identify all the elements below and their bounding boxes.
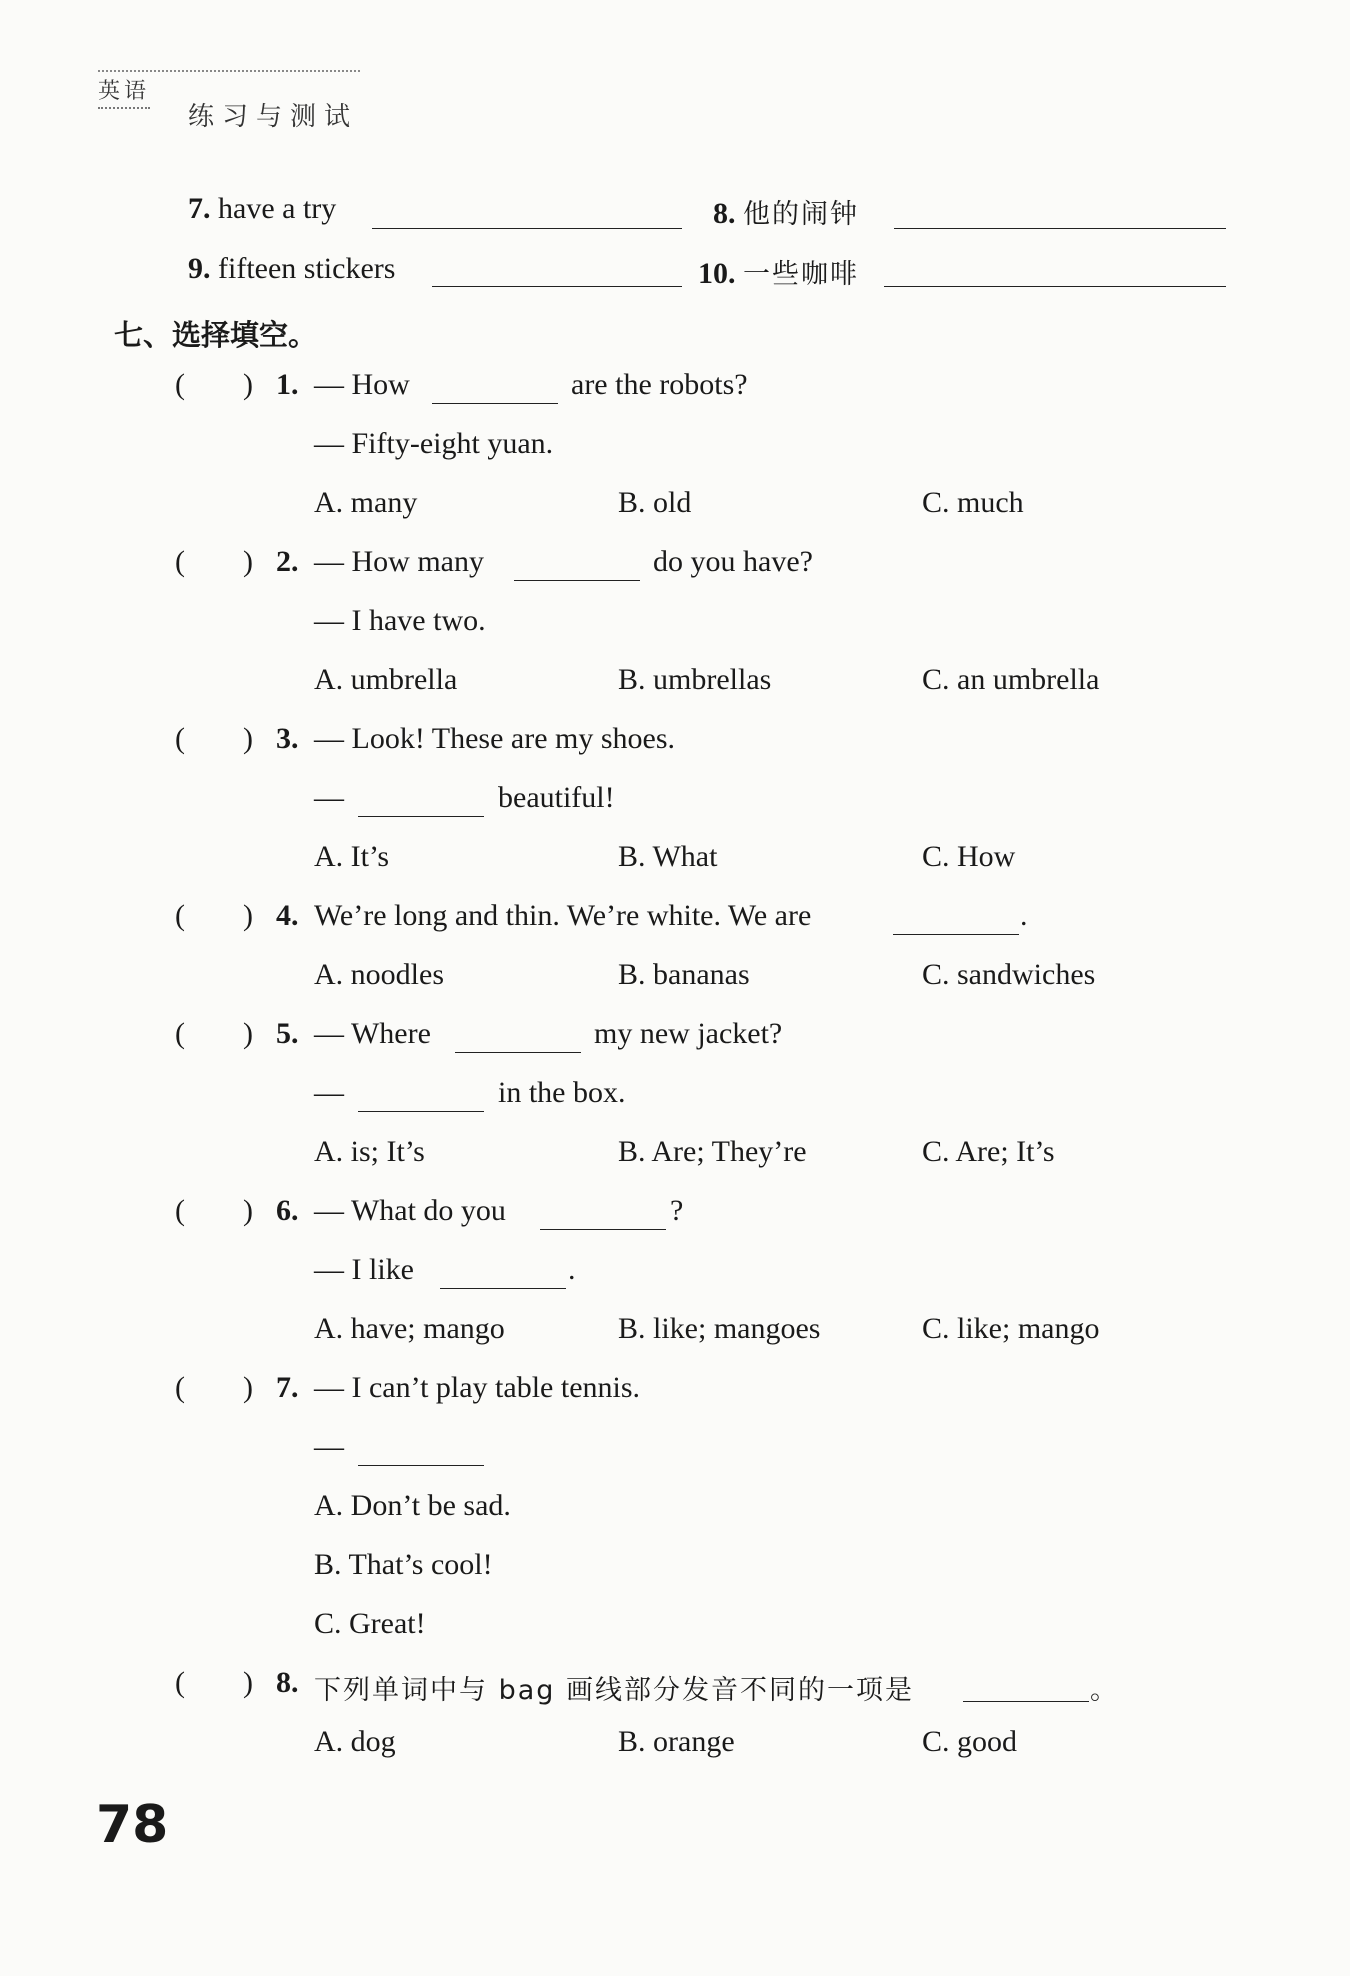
answer-blank[interactable] (893, 934, 1019, 935)
question-text: — I can’t play table tennis. (314, 1371, 641, 1404)
question-text: do you have? (653, 545, 813, 578)
answer-blank[interactable] (894, 228, 1226, 229)
translation-item-8 (713, 192, 859, 231)
section-title: 七、选择填空。 (114, 318, 318, 352)
answer-blank[interactable] (514, 580, 640, 581)
answer-paren-close: ) (243, 1666, 253, 1699)
option-a[interactable]: A. many (314, 486, 418, 519)
response-text: . (568, 1253, 576, 1286)
option-b[interactable]: B. What (618, 840, 718, 873)
option-c[interactable]: C. How (922, 840, 1016, 873)
question-text: are the robots? (571, 368, 748, 401)
question-text: — What do you (314, 1194, 506, 1227)
item-text: 他的闹钟 (743, 199, 859, 230)
question-number: 8. (276, 1666, 299, 1699)
answer-paren-open[interactable]: ( (175, 1017, 185, 1050)
translation-item-9 (188, 252, 395, 286)
answer-paren-close: ) (243, 368, 253, 401)
response-text: — I like (314, 1253, 414, 1286)
question-number: 1. (276, 368, 299, 401)
response-dash: — (314, 1076, 344, 1109)
header-dotted-rule (98, 70, 360, 72)
answer-blank[interactable] (540, 1229, 666, 1230)
answer-blank[interactable] (372, 228, 682, 229)
option-b[interactable]: B. That’s cool! (314, 1548, 493, 1581)
option-c[interactable]: C. an umbrella (922, 663, 1100, 696)
answer-paren-close: ) (243, 1194, 253, 1227)
question-number: 2. (276, 545, 299, 578)
answer-blank[interactable] (963, 1701, 1089, 1702)
response-dash: — (314, 1430, 344, 1463)
answer-paren-open[interactable]: ( (175, 1371, 185, 1404)
item-number: 7. (188, 192, 211, 225)
question-text: We’re long and thin. We’re white. We are (314, 899, 812, 932)
option-a[interactable]: A. is; It’s (314, 1135, 425, 1168)
option-a[interactable]: A. umbrella (314, 663, 458, 696)
answer-paren-open[interactable]: ( (175, 368, 185, 401)
item-number: 10. (698, 257, 736, 290)
question-text: — Look! These are my shoes. (314, 722, 676, 755)
question-text: 。 (1090, 1675, 1119, 1706)
answer-blank[interactable] (432, 403, 558, 404)
answer-paren-open[interactable]: ( (175, 722, 185, 755)
page-number: 78 (96, 1795, 169, 1855)
answer-blank[interactable] (358, 1111, 484, 1112)
option-a[interactable]: A. noodles (314, 958, 444, 991)
option-b[interactable]: B. old (618, 486, 692, 519)
header-title: 练习与测试 (188, 102, 359, 132)
question-text: my new jacket? (594, 1017, 783, 1050)
question-text: — Where (314, 1017, 431, 1050)
option-b[interactable]: B. like; mangoes (618, 1312, 821, 1345)
option-a[interactable]: A. It’s (314, 840, 389, 873)
answer-blank[interactable] (440, 1288, 566, 1289)
question-text: ? (670, 1194, 684, 1227)
response-dash: — (314, 781, 344, 814)
response-text: — I have two. (314, 604, 486, 637)
answer-paren-close: ) (243, 545, 253, 578)
question-text: — How many (314, 545, 484, 578)
response-text: beautiful! (498, 781, 615, 814)
translation-item-10 (698, 252, 859, 291)
item-text: fifteen stickers (218, 252, 396, 285)
question-number: 3. (276, 722, 299, 755)
question-text: 下列单词中与 bag 画线部分发音不同的一项是 (314, 1675, 914, 1706)
translation-item-7 (188, 192, 336, 226)
option-c[interactable]: C. good (922, 1725, 1018, 1758)
option-a[interactable]: A. dog (314, 1725, 396, 1758)
option-b[interactable]: B. umbrellas (618, 663, 772, 696)
option-b[interactable]: B. bananas (618, 958, 750, 991)
question-text: . (1020, 899, 1028, 932)
question-number: 6. (276, 1194, 299, 1227)
answer-blank[interactable] (358, 816, 484, 817)
option-b[interactable]: B. Are; They’re (618, 1135, 807, 1168)
answer-paren-open[interactable]: ( (175, 545, 185, 578)
answer-paren-close: ) (243, 899, 253, 932)
item-text: have a try (218, 192, 337, 225)
answer-paren-close: ) (243, 1017, 253, 1050)
response-text: in the box. (498, 1076, 626, 1109)
answer-blank[interactable] (358, 1465, 484, 1466)
answer-blank[interactable] (455, 1052, 581, 1053)
answer-paren-close: ) (243, 1371, 253, 1404)
option-c[interactable]: C. Great! (314, 1607, 426, 1640)
option-c[interactable]: C. Are; It’s (922, 1135, 1055, 1168)
answer-paren-close: ) (243, 722, 253, 755)
item-number: 9. (188, 252, 211, 285)
header-subject: 英语 (98, 74, 150, 109)
option-a[interactable]: A. Don’t be sad. (314, 1489, 511, 1522)
answer-blank[interactable] (432, 286, 682, 287)
answer-paren-open[interactable]: ( (175, 1666, 185, 1699)
item-number: 8. (713, 197, 736, 230)
answer-paren-open[interactable]: ( (175, 899, 185, 932)
answer-paren-open[interactable]: ( (175, 1194, 185, 1227)
question-text: — How (314, 368, 410, 401)
question-number: 5. (276, 1017, 299, 1050)
item-text: 一些咖啡 (743, 259, 859, 290)
question-number: 7. (276, 1371, 299, 1404)
option-c[interactable]: C. much (922, 486, 1024, 519)
option-a[interactable]: A. have; mango (314, 1312, 505, 1345)
question-number: 4. (276, 899, 299, 932)
answer-blank[interactable] (884, 286, 1226, 287)
option-c[interactable]: C. like; mango (922, 1312, 1100, 1345)
response-text: — Fifty-eight yuan. (314, 427, 554, 460)
option-c[interactable]: C. sandwiches (922, 958, 1096, 991)
option-b[interactable]: B. orange (618, 1725, 735, 1758)
